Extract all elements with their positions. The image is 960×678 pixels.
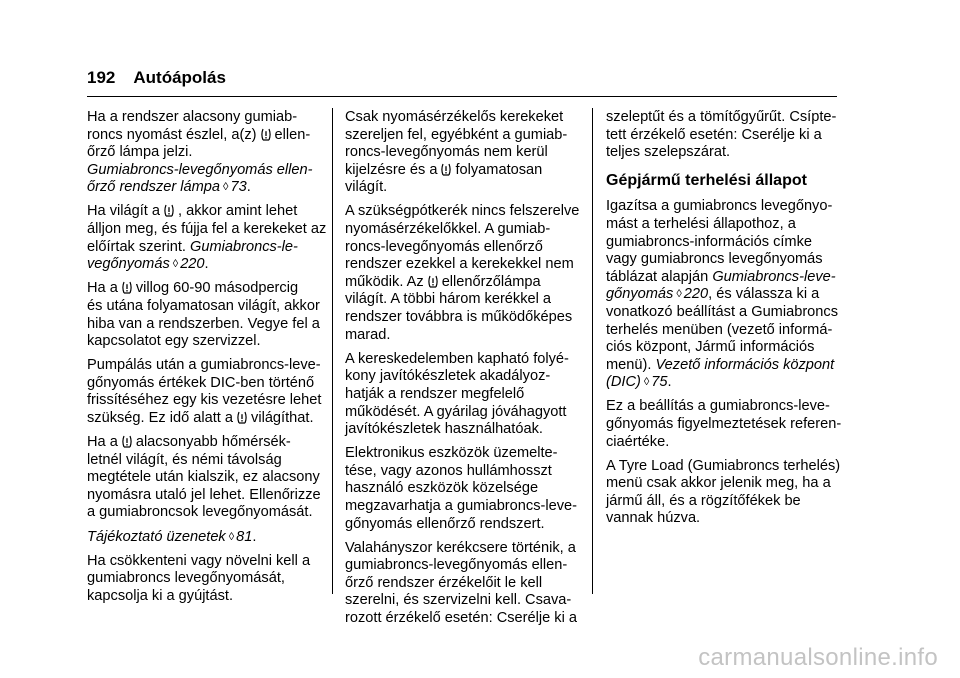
paragraph: A Tyre Load (Gumiabroncs terhelés) menü csak akkor jelenik meg, ha a jármű áll, és a rögzítőfékek be vannak húzva.: [606, 457, 841, 527]
page-title: Autóápolás: [133, 68, 226, 87]
paragraph: Pumpálás után a gumiabroncs-leve-gőnyomás értékek DIC-ben történő frissítéséhez egy kis vezetésre lehet szükség. Ez idő alatt a világíthat.: [87, 357, 322, 426]
tire-pressure-warning-icon: [260, 128, 272, 141]
page-header: [87, 68, 226, 88]
paragraph: Ha a alacsonyabb hőmérsék- letnél világít, és némi távolság megtétele után kialszik, ez alacsony nyomásra utaló jel lehet. Ellenőrizze a gumiabroncsok levegőnyomását.: [87, 434, 321, 521]
paragraph: Ha a villog 60-90 másodpercig és utána folyamatosan világít, akkor hiba van a rendszerben. Vegye fel a kapcsolatot egy szervizzel.: [87, 280, 320, 350]
paragraph: Ez a beállítás a gumiabroncs-leve-gőnyomás figyelmeztetések referen-ciaértéke.: [606, 398, 842, 450]
tire-pressure-warning-icon: [121, 435, 133, 448]
cross-reference[interactable]: Vezető információs központ (DIC): [606, 356, 835, 391]
paragraph: Ha világít a , akkor amint lehet álljon meg, és fújja fel a kerekeket az előírtak szerint. Gumiabroncs-le-vegőnyomás ◊ 220.: [87, 203, 327, 273]
paragraph: Ha csökkenteni vagy növelni kell a gumiabroncs levegőnyomását, kapcsolja ki a gyújtást.: [87, 552, 311, 604]
paragraph: Igazítsa a gumiabroncs levegőnyo-mást a terhelési állapothoz, a gumiabroncs-információs címke vagy gumiabroncs levegőnyomás táblázat alapján Gumiabroncs-leve-gőnyomás ◊ 220, és válassza ki a vonatkozó beállítást a Gumiabroncs terhelés menüben (vezető informá-ciós központ, Jármű információs menü). Vezető információs központ (DIC) ◊ 75.: [606, 198, 839, 391]
paragraph: Valahányszor kerékcsere történik, a gumiabroncs-levegőnyomás ellen-őrző rendszer érzékelőit le kell szerelni, és szervizelni kell. Csava-rozott érzékelő esetén: Cserélje ki a: [345, 539, 577, 627]
reference-arrow-icon: ◊: [228, 530, 235, 543]
column-1: [87, 109, 327, 612]
cross-reference[interactable]: Gumiabroncs-le-vegőnyomás: [87, 238, 298, 273]
cross-reference[interactable]: Gumiabroncs-levegőnyomás ellen-őrző rendszer lámpa: [87, 161, 313, 196]
section-heading: Gépjármű terhelési állapot: [606, 171, 807, 189]
tire-pressure-warning-icon: [121, 281, 133, 294]
reference-arrow-icon: ◊: [223, 181, 229, 194]
paragraph: Tájékoztató üzenetek ◊ 81.: [87, 528, 257, 545]
column-2: [345, 109, 587, 634]
paragraph: Elektronikus eszközök üzemelte-tése, vagy azonos hullámhosszt használó eszközök közelsége megzavarhatja a gumiabroncs-leve-gőnyomás ellenőrző rendszert.: [345, 445, 577, 532]
paragraph: Csak nyomásérzékelős kerekeket szereljen fel, egyébként a gumiab-roncs-levegőnyomás nem kerül kijelzésre és a folyamatosan világít.: [345, 109, 568, 196]
paragraph: Ha a rendszer alacsony gumiab- roncs nyomást észlel, a(z) ellen- őrző lámpa jelzi. Gumiabroncs-levegőnyomás ellen-őrző rendszer lámpa ◊ 73.: [87, 109, 313, 196]
column-divider: [592, 108, 593, 594]
paragraph: szeleptűt és a tömítőgyűrűt. Csípte-tett érzékelő esetén: Cserélje ki a teljes szelepszárat.: [606, 109, 837, 161]
watermark: carmanualsonline.info: [698, 644, 938, 671]
cross-reference[interactable]: Tájékoztató üzenetek: [87, 528, 226, 545]
reference-arrow-icon: ◊: [643, 376, 650, 389]
column-divider: [332, 108, 333, 594]
header-rule: [87, 96, 837, 97]
page-reference[interactable]: 81: [236, 528, 253, 545]
paragraph: A szükségpótkerék nincs felszerelve nyomásérzékelőkkel. A gumiab-roncs-levegőnyomás ellenőrző rendszer ezekkel a kerekekkel nem működik. Az ellenőrzőlámpa világít. A többi három kerékkel a rendszer továbbra is működőképes marad.: [345, 203, 580, 343]
page-reference[interactable]: 220: [683, 286, 709, 303]
reference-arrow-icon: ◊: [676, 288, 682, 301]
page-reference[interactable]: 75: [651, 374, 668, 391]
page-reference[interactable]: 73: [230, 179, 247, 196]
tire-pressure-warning-icon: [427, 275, 439, 288]
tire-pressure-warning-icon: [236, 411, 248, 424]
page-number: 192: [87, 68, 116, 87]
tire-pressure-warning-icon: [163, 204, 175, 217]
paragraph: A kereskedelemben kapható folyé-kony javítókészletek akadályoz-hatják a rendszer megfelelő működését. A gyárilag jóváhagyott javítókészletek használhatóak.: [345, 350, 569, 438]
page-reference[interactable]: 220: [180, 256, 205, 273]
tire-pressure-warning-icon: [440, 163, 452, 176]
reference-arrow-icon: ◊: [172, 258, 179, 271]
column-3: [606, 109, 844, 535]
cross-reference[interactable]: Gumiabroncs-leve-gőnyomás: [606, 268, 836, 303]
